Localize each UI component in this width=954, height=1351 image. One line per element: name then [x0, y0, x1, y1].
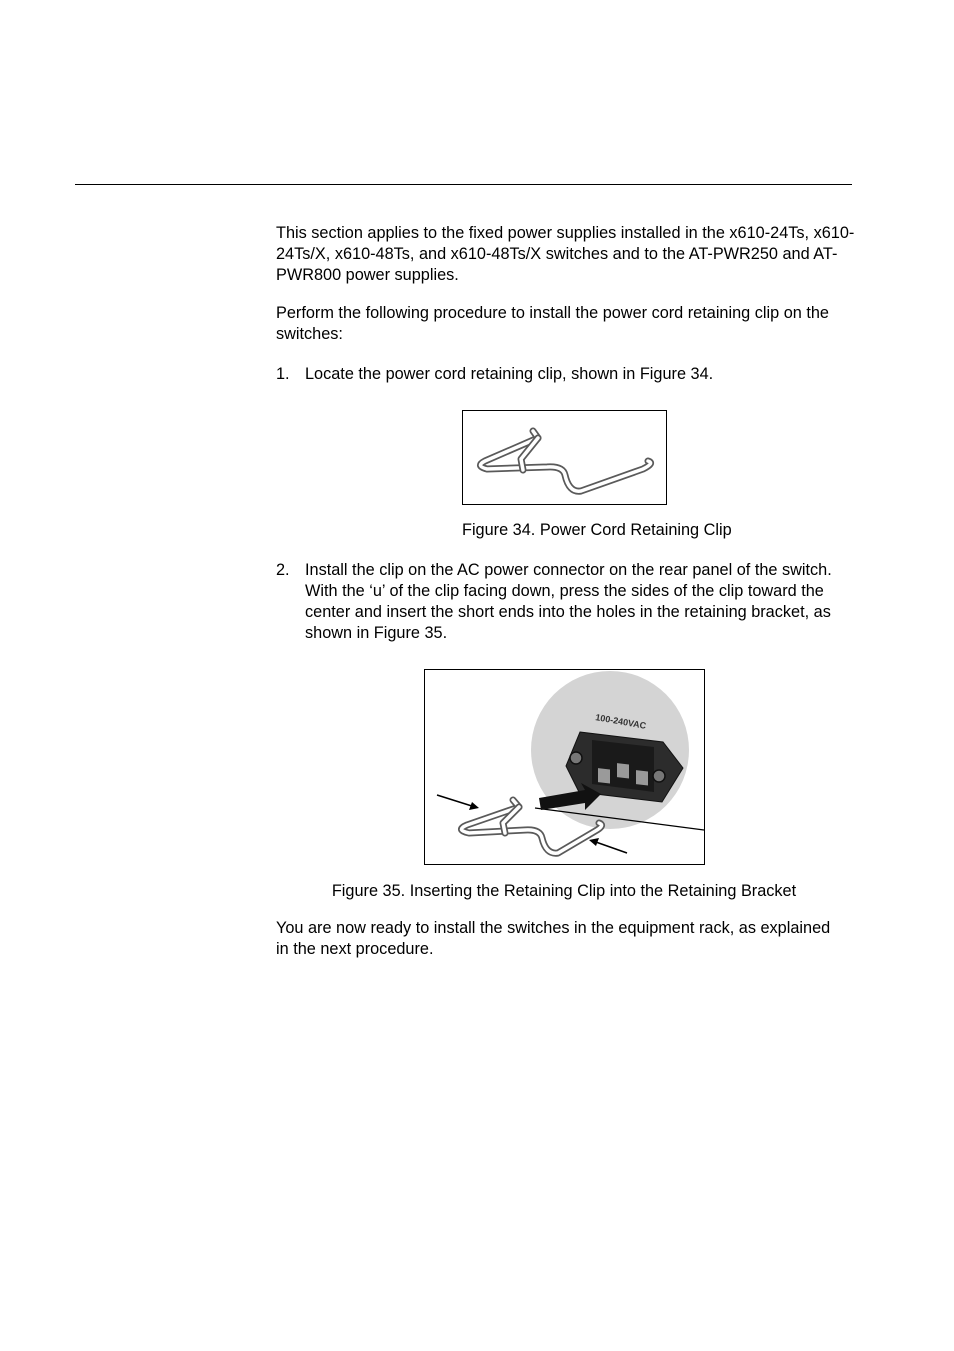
- right-pointer-arrow-icon: [589, 838, 599, 846]
- screw-icon: [570, 752, 582, 764]
- connector-voltage-label: 100-240VAC: [594, 712, 647, 731]
- intro-paragraph-1: This section applies to the fixed power supplies installed in the x610-24Ts, x610-24Ts/X, x610-48Ts, and x610-48Ts/X switches and to the AT-PWR250 and AT-PWR800 power supplies.: [276, 224, 855, 284]
- step-1-number: 1.: [276, 365, 290, 383]
- figure-34-caption: Figure 34. Power Cord Retaining Clip: [462, 521, 732, 539]
- step-2: [276, 560, 856, 644]
- step-2-number: 2.: [276, 561, 290, 579]
- figure-35-caption: Figure 35. Inserting the Retaining Clip into the Retaining Bracket: [331, 882, 797, 900]
- step-1: [276, 364, 856, 385]
- retaining-clip-illustration: [463, 411, 666, 504]
- step-1-text: Locate the power cord retaining clip, shown in Figure 34.: [305, 365, 714, 383]
- figure-34-box: [462, 410, 667, 505]
- header-rule: [75, 184, 852, 185]
- clip-insertion-illustration: [425, 670, 704, 864]
- closing-paragraph: You are now ready to install the switches in the equipment rack, as explained in the next procedure.: [276, 919, 831, 958]
- figure-35-box: [424, 669, 705, 865]
- intro-paragraph-2: Perform the following procedure to install the power cord retaining clip on the switches:: [276, 304, 829, 343]
- step-2-text: Install the clip on the AC power connector on the rear panel of the switch. With the ‘u’ of the clip facing down, press the sides of the clip toward the center and insert the short ends into the holes in the retaining bracket, as shown in Figure 35.: [305, 561, 832, 642]
- left-pointer-arrow-icon: [469, 802, 479, 810]
- screw-icon: [653, 770, 665, 782]
